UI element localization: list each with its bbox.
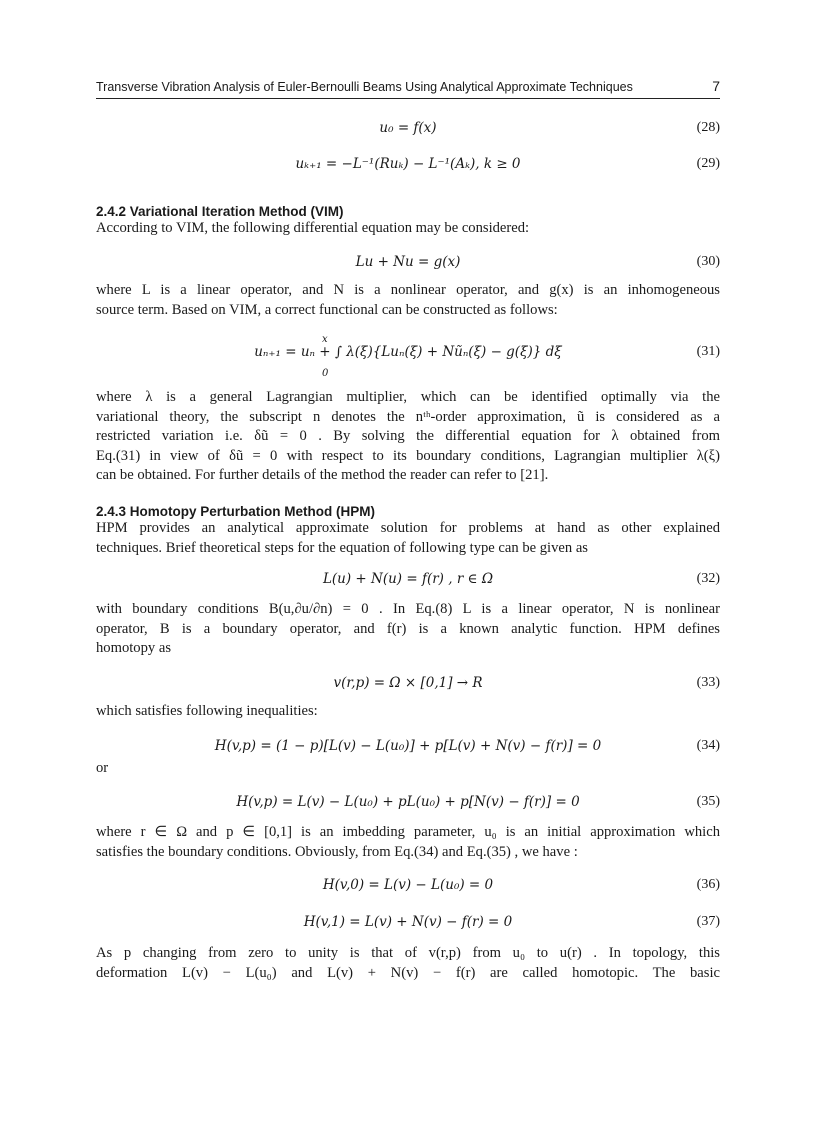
- text-line: operator, B is a boundary operator, and f(r) is a known analytic function. HPM defines: [96, 620, 720, 637]
- equation-32: [96, 571, 720, 593]
- text-line: satisfies the boundary conditions. Obviously, from Eq.(34) and Eq.(35) , we have :: [96, 843, 578, 860]
- equation-number: (32): [696, 571, 720, 586]
- text-line: Eq.(31) in view of δũ = 0 with respect to its boundary conditions, Lagrangian multiplier λ(ξ): [96, 447, 720, 464]
- paragraph-or: [96, 759, 720, 779]
- equation-number: (31): [696, 344, 720, 359]
- text-line: According to VIM, the following differential equation may be considered:: [96, 220, 530, 236]
- equation-35: [96, 794, 720, 816]
- equation-formula: u₀ = f(x): [379, 120, 437, 136]
- equation-31: [96, 344, 720, 366]
- paragraph-hpm-boundary: [96, 600, 720, 659]
- equation-number: (30): [696, 254, 720, 269]
- equation-37: [96, 914, 720, 936]
- text-line: can be obtained. For further details of the method the reader can refer to [21].: [96, 467, 549, 483]
- equation-number: (34): [696, 738, 720, 753]
- text-line: where λ is a general Lagrangian multiplier, which can be identified optimally via the: [96, 389, 720, 405]
- equation-formula: uₙ₊₁ = uₙ + ∫ λ(ξ){Luₙ(ξ) + Nũₙ(ξ) − g(ξ)} dξ: [254, 344, 562, 360]
- paragraph-vim-operators: [96, 281, 720, 320]
- equation-number: (28): [696, 120, 720, 135]
- text-line: variational theory, the subscript n denotes the nᵗʰ-order approximation, ũ is considered as a: [96, 408, 720, 425]
- equation-formula: L(u) + N(u) = f(r) , r ∈ Ω: [322, 571, 494, 587]
- paragraph-vim-lagrangian: [96, 388, 720, 486]
- text-line: where L is a linear operator, and N is a nonlinear operator, and g(x) is an inhomogeneous: [96, 282, 720, 298]
- section-heading-hpm: 2.4.3 Homotopy Perturbation Method (HPM): [96, 504, 376, 519]
- equation-30: [96, 254, 720, 276]
- paragraph-homotopic: [96, 944, 720, 983]
- integral-upper-limit: x: [322, 334, 328, 345]
- text-line: techniques. Brief theoretical steps for the equation of following type can be given as: [96, 539, 588, 556]
- equation-formula: Lu + Nu = g(x): [355, 254, 461, 270]
- text-line: with boundary conditions B(u,∂u/∂n) = 0 . In Eq.(8) L is a linear operator, N is nonlinear: [96, 601, 720, 617]
- integral-lower-limit: 0: [322, 368, 329, 379]
- equation-number: (36): [696, 877, 720, 892]
- section-heading-vim: 2.4.2 Variational Iteration Method (VIM): [96, 204, 344, 219]
- equation-34: [96, 738, 720, 760]
- running-header: [96, 78, 720, 99]
- equation-number: (35): [696, 794, 720, 809]
- running-title: Transverse Vibration Analysis of Euler-Bernoulli Beams Using Analytical Approximate Techniques: [96, 80, 633, 94]
- equation-formula: uₖ₊₁ = −L⁻¹(Ruₖ) − L⁻¹(Aₖ), k ≥ 0: [295, 156, 521, 172]
- paragraph-vim-intro: [96, 219, 720, 239]
- text-line: homotopy as: [96, 640, 171, 656]
- page: [96, 78, 720, 981]
- text-line: deformation L(v) − L(u₀) and L(v) + N(v) − f(r) are called homotopic. The basic: [96, 964, 720, 981]
- equation-29: [96, 156, 720, 178]
- text-line: As p changing from zero to unity is that of v(r,p) from u₀ to u(r) . In topology, this: [96, 945, 720, 961]
- text-line: HPM provides an analytical approximate solution for problems at hand as other explained: [96, 520, 720, 536]
- text-line: where r ∈ Ω and p ∈ [0,1] is an imbedding parameter, u₀ is an initial approximation which: [96, 824, 720, 840]
- paragraph-hpm-intro: [96, 519, 720, 558]
- text-line: or: [96, 760, 109, 776]
- paragraph-imbedding: [96, 823, 720, 862]
- equation-formula: H(v,1) = L(v) + N(v) − f(r) = 0: [303, 914, 513, 930]
- equation-28: [96, 120, 720, 142]
- paragraph-inequalities: [96, 702, 720, 722]
- equation-formula: v(r,p) = Ω × [0,1] → R: [333, 675, 483, 691]
- page-number: 7: [712, 78, 720, 94]
- text-line: restricted variation i.e. δũ = 0 . By solving the differential equation for λ obtained from: [96, 428, 720, 444]
- equation-36: [96, 877, 720, 899]
- equation-number: (37): [696, 914, 720, 929]
- equation-formula: H(v,p) = L(v) − L(u₀) + pL(u₀) + p[N(v) − f(r)] = 0: [236, 794, 580, 810]
- equation-number: (33): [696, 675, 720, 690]
- equation-formula: H(v,0) = L(v) − L(u₀) = 0: [322, 877, 494, 893]
- equation-number: (29): [696, 156, 720, 171]
- text-line: which satisfies following inequalities:: [96, 703, 318, 719]
- equation-33: [96, 675, 720, 697]
- text-line: source term. Based on VIM, a correct functional can be constructed as follows:: [96, 301, 558, 318]
- equation-formula: H(v,p) = (1 − p)[L(v) − L(u₀)] + p[L(v) + N(v) − f(r)] = 0: [214, 738, 602, 754]
